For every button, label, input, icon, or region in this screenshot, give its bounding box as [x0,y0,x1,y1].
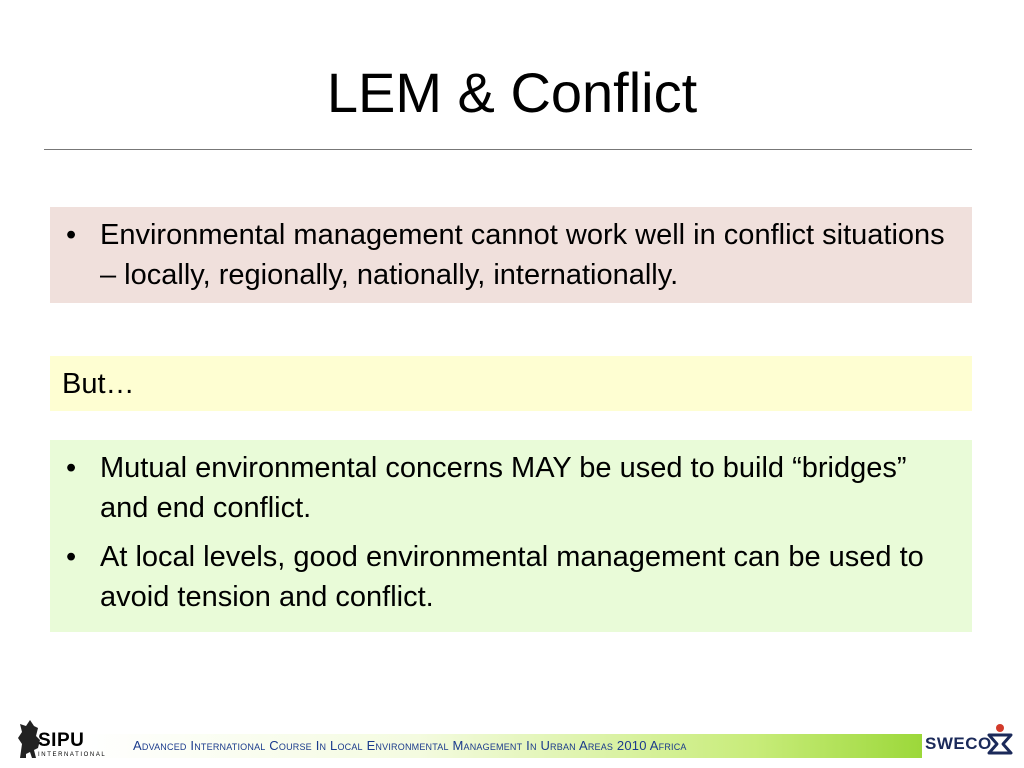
bullet-item [58,448,952,528]
bullet-item [58,537,952,617]
footer-course-text: Advanced International Course In Local Environmental Management In Urban Areas 2010 Africa [133,738,687,753]
sipu-logo-subtext: INTERNATIONAL [38,752,107,758]
bullet-text: Mutual environmental concerns MAY be used to build “bridges” and end conflict. [100,452,907,524]
bullet-dot: • [66,452,77,484]
bullet-text: At local levels, good environmental management can be used to avoid tension and conflict. [100,541,924,613]
intro-box [50,207,972,303]
sweco-mark-icon [986,722,1014,756]
bullet-dot: • [66,541,77,573]
points-box [50,440,972,632]
bullet-item [58,215,948,295]
sweco-logo-text: SWECO [925,734,992,753]
slide-title: LEM & Conflict [326,61,698,124]
points-bullet-list [58,448,952,617]
title-divider [44,149,972,150]
bullet-text: Environmental management cannot work well in conflict situations – locally, regionally, nationally, internationally. [100,219,945,291]
but-text: But… [62,368,135,400]
but-box [50,356,972,411]
sipu-logo-text: SIPU [38,730,85,751]
bullet-dot: • [66,219,77,251]
intro-bullet-list [58,215,948,295]
